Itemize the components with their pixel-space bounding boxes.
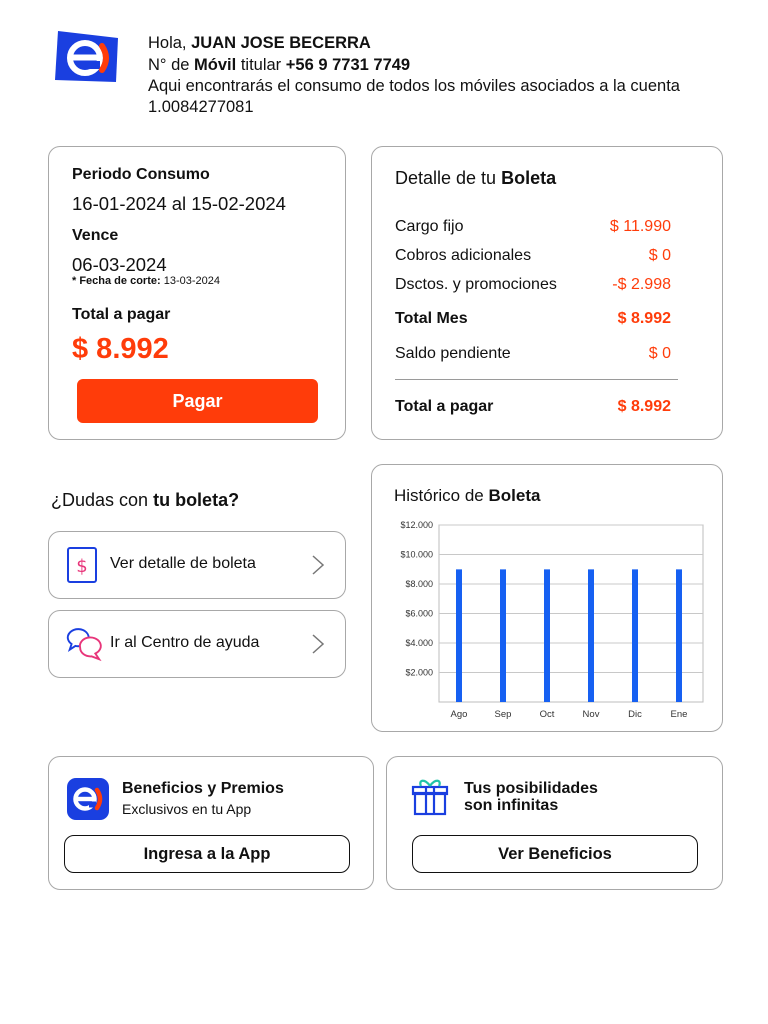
chevron-right-icon bbox=[311, 633, 325, 655]
period-card bbox=[48, 146, 346, 440]
y-tick-label: $2.000 bbox=[405, 667, 433, 678]
cutoff-note: * Fecha de corte: 13-03-2024 bbox=[72, 275, 220, 287]
x-tick-label: Oct bbox=[539, 709, 555, 720]
view-benefits-button[interactable]: Ver Beneficios bbox=[412, 835, 698, 873]
detail-title: Detalle de tu Boleta bbox=[395, 168, 557, 188]
link-label: Ver detalle de boleta bbox=[110, 555, 256, 572]
bar bbox=[588, 569, 594, 702]
detail-row-total-month: Total Mes $ 8.992 bbox=[395, 310, 671, 327]
x-tick-label: Nov bbox=[582, 709, 600, 720]
account-description: Aqui encontrarás el consumo de todos los móviles asociados a la cuenta 1.0084277081 bbox=[148, 77, 680, 116]
chevron-right-icon bbox=[311, 554, 325, 576]
bar bbox=[676, 569, 682, 702]
boleta-detail-card bbox=[371, 146, 723, 440]
phone-number: +56 9 7731 7749 bbox=[285, 56, 411, 74]
bar bbox=[632, 569, 638, 702]
detail-row: Cobros adicionales $ 0 bbox=[395, 247, 671, 264]
app-benefits-card bbox=[48, 756, 374, 890]
invoice-dollar-icon bbox=[65, 546, 99, 584]
y-tick-label: $6.000 bbox=[405, 608, 433, 619]
x-tick-label: Sep bbox=[494, 709, 512, 720]
gift-icon bbox=[411, 776, 449, 816]
total-amount: $ 8.992 bbox=[72, 333, 169, 365]
x-tick-label: Ene bbox=[670, 709, 688, 720]
app-promo-subtitle: Exclusivos en tu App bbox=[122, 801, 252, 817]
due-label: Vence bbox=[72, 227, 119, 244]
benefits-card bbox=[386, 756, 723, 890]
open-app-button[interactable]: Ingresa a la App bbox=[64, 835, 350, 873]
y-tick-label: $12.000 bbox=[400, 520, 433, 530]
history-chart-card bbox=[371, 464, 723, 732]
y-tick-label: $4.000 bbox=[405, 638, 433, 648]
total-label: Total a pagar bbox=[72, 306, 171, 323]
due-value: 06-03-2024 bbox=[72, 254, 167, 275]
y-tick-label: $8.000 bbox=[405, 579, 433, 589]
chart-title: Histórico de Boleta bbox=[394, 486, 541, 505]
view-boleta-detail-link[interactable] bbox=[48, 531, 346, 599]
x-tick-label: Ago bbox=[450, 709, 468, 720]
bar bbox=[456, 569, 462, 702]
divider bbox=[395, 379, 678, 380]
customer-name: JUAN JOSE BECERRA bbox=[191, 34, 371, 52]
detail-row: Cargo fijo $ 11.990 bbox=[395, 218, 671, 235]
help-heading: ¿Dudas con tu boleta? bbox=[51, 490, 240, 510]
link-label: Ir al Centro de ayuda bbox=[110, 634, 260, 651]
y-tick-label: $10.000 bbox=[400, 549, 433, 560]
bar bbox=[544, 569, 550, 702]
header-greeting: Hola, JUAN JOSE BECERRA N° de Móvil titular +56 9 7731 7749 Aqui encontrarás el consumo de todos los móviles asociados a la cuenta 1.0084277081 bbox=[148, 33, 688, 118]
detail-total-row: Total a pagar $ 8.992 bbox=[395, 398, 671, 415]
help-center-link[interactable] bbox=[48, 610, 346, 678]
entel-logo bbox=[52, 28, 120, 84]
x-tick-label: Dic bbox=[628, 709, 642, 720]
entel-app-icon bbox=[66, 777, 110, 821]
benefits-title: Tus posibilidades son infinitas bbox=[464, 780, 598, 814]
svg-text:$: $ bbox=[76, 556, 88, 577]
period-label: Periodo Consumo bbox=[72, 166, 210, 183]
history-chart bbox=[372, 465, 724, 733]
pay-button[interactable]: Pagar bbox=[77, 379, 318, 423]
bar bbox=[500, 569, 506, 702]
detail-row: Dsctos. y promociones -$ 2.998 bbox=[395, 276, 671, 293]
period-value: 16-01-2024 al 15-02-2024 bbox=[72, 193, 286, 214]
chat-bubbles-icon bbox=[63, 625, 103, 663]
app-promo-title: Beneficios y Premios bbox=[122, 780, 284, 797]
detail-row: Saldo pendiente $ 0 bbox=[395, 345, 671, 362]
